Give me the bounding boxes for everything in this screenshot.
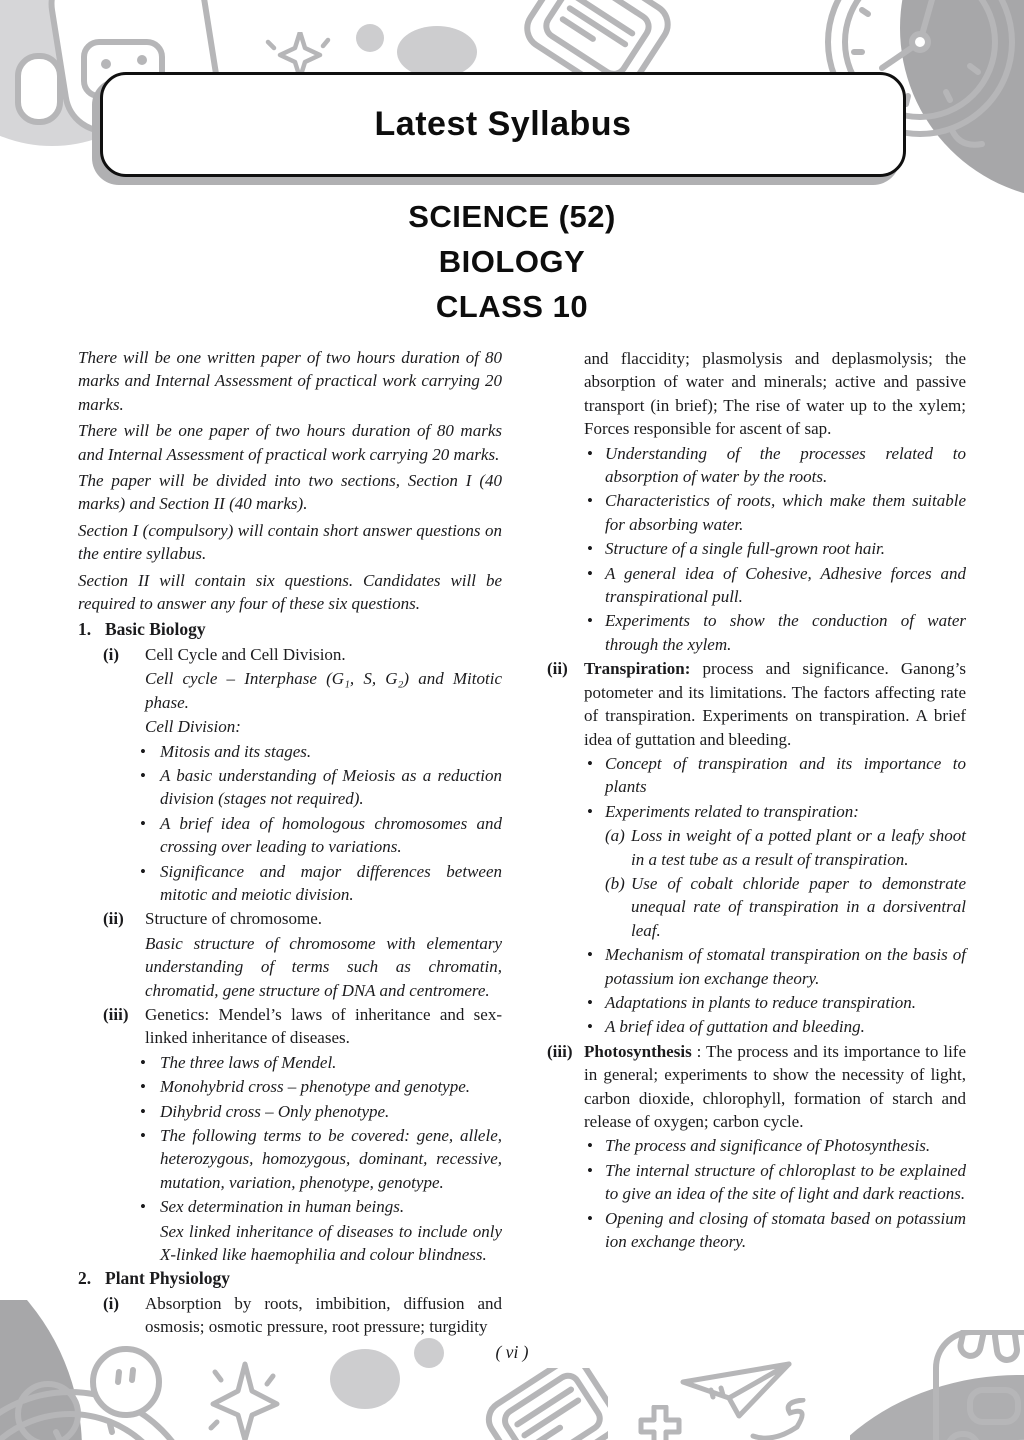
intro-paragraph: Section I (compulsory) will contain short answer questions on the entire syllabus.: [78, 520, 502, 564]
section-heading: [78, 1267, 502, 1290]
bullet-text: The three laws of Mendel.: [160, 1052, 337, 1072]
intro-paragraph: Section II will contain six questions. Candidates will be required to answer any four of these six questions.: [78, 570, 502, 614]
bullet-dot-icon: •: [587, 753, 593, 773]
item-text-run: : The process and its importance to life in general; experiments to show the necessity of light, carbon dioxide, chlorophyll, formation of starch and release of oxygen; carbon cycle.: [584, 1041, 966, 1131]
bullet-text: A brief idea of guttation and bleeding.: [605, 1017, 865, 1037]
bullet-dot-icon: •: [587, 992, 593, 1012]
bullet-item: [140, 1075, 502, 1098]
bullet-item: [587, 609, 966, 656]
page-number: ( vi ): [495, 1342, 529, 1362]
bullet-text: Concept of transpiration and its importance to plants: [605, 753, 966, 797]
bullet-text: Structure of a single full-grown root hair.: [605, 539, 886, 559]
bullet-dot-icon: •: [587, 945, 593, 965]
item-text: [584, 657, 966, 751]
bullet-text: Significance and major differences between mitotic and meiotic division.: [160, 861, 502, 904]
bullet-dot-icon: •: [140, 741, 146, 761]
bullet-item: [587, 991, 966, 1014]
syllabus-banner: [100, 72, 906, 177]
item-label: (iii): [103, 1004, 129, 1024]
item-text-run: Cell Cycle and Cell Division.: [145, 644, 346, 664]
bullet-dot-icon: •: [587, 539, 593, 559]
item-lead: Photosynthesis: [584, 1041, 692, 1061]
bullet-text: Monohybrid cross – phenotype and genotype.: [160, 1077, 471, 1097]
item-subtext: Cell Division:: [145, 717, 241, 737]
bullet-text: Adaptations in plants to reduce transpiration.: [605, 992, 917, 1012]
bullet-dot-icon: •: [140, 765, 146, 785]
item-text-run: Absorption by roots, imbibition, diffusion and osmosis; osmotic pressure, root pressure; turgidity: [145, 1293, 502, 1337]
bullet-item: [587, 752, 966, 799]
item-label: (ii): [103, 909, 124, 929]
letter-label: (b): [605, 873, 625, 893]
bullet-text: Mitosis and its stages.: [160, 741, 312, 761]
bullet-item: [140, 812, 502, 859]
continued-paragraph: and flaccidity; plasmolysis and deplasmolysis; the absorption of water and minerals; active and passive transport (in brief); The rise of water up to the xylem; Forces responsible for ascent of sap.: [584, 349, 966, 439]
bullet-dot-icon: •: [587, 1136, 593, 1156]
item-text: [145, 1292, 502, 1339]
bullet-item: [587, 943, 966, 990]
notepad-doodle: [340, 0, 700, 72]
intro-paragraph: The paper will be divided into two sections, Section I (40 marks) and Section II (40 marks).: [78, 471, 502, 514]
intro-paragraph: There will be one written paper of two hours duration of 80 marks and Internal Assessment of practical work carrying 20 marks.: [78, 348, 502, 414]
item-subtext: Basic structure of chromosome with elementary understanding of terms such as chromatin, chromatid, gene structure of DNA and centromere.: [145, 933, 502, 1000]
letter-label: (a): [605, 826, 625, 846]
item-label: (iii): [547, 1041, 573, 1061]
bullet-item: [140, 1051, 502, 1074]
bullet-text: A general idea of Cohesive, Adhesive forces and transpirational pull.: [605, 563, 966, 607]
bullet-dot-icon: •: [587, 1017, 593, 1037]
sparkle-doodle: [205, 1360, 285, 1440]
bullet-dot-icon: •: [140, 1052, 146, 1072]
bullet-text: Experiments related to transpiration:: [605, 801, 859, 821]
item-text: [584, 1040, 966, 1134]
bullet-dot-icon: •: [587, 611, 593, 631]
bullet-text: A basic understanding of Meiosis as a reduction division (stages not required).: [160, 765, 502, 809]
bullet-item: [140, 1124, 502, 1194]
bullet-item: [140, 740, 502, 763]
bullet-item: [587, 1207, 966, 1254]
item-text: [145, 1003, 502, 1050]
bullet-dot-icon: •: [140, 861, 146, 881]
section-number: 2.: [78, 1268, 92, 1289]
item-subtext: Cell cycle – Interphase (G₁, S, G₂) and Mitotic phase.: [145, 669, 502, 712]
bullet-dot-icon: •: [140, 1077, 146, 1097]
bullet-dot-icon: •: [140, 1126, 146, 1145]
bullet-dot-icon: •: [140, 1197, 146, 1217]
bullet-item: [587, 800, 966, 823]
lettered-item: [605, 824, 966, 871]
item-text: [145, 643, 502, 666]
bullet-text: Understanding of the processes related to absorption of water by the roots.: [605, 443, 966, 487]
subject-title: SCIENCE (52): [408, 199, 616, 234]
section-title: Plant Physiology: [105, 1268, 230, 1289]
right-column: [547, 346, 966, 1340]
section-title: Basic Biology: [105, 619, 206, 640]
syllabus-content: [78, 346, 966, 1340]
syllabus-item: [78, 1292, 502, 1339]
bullet-text: Mechanism of stomatal transpiration on the basis of potassium ion exchange theory.: [605, 945, 966, 988]
bullet-item: [140, 1195, 502, 1218]
bullet-text: Dihybrid cross – Only phenotype.: [160, 1101, 390, 1121]
bullet-item: [587, 1159, 966, 1206]
item-text-run: Structure of chromosome.: [145, 909, 323, 929]
syllabus-item: [78, 643, 502, 666]
bullet-item: [587, 537, 966, 560]
letter-doodle: [468, 1368, 608, 1440]
squiggle-doodle: [745, 1398, 815, 1440]
bullet-dot-icon: •: [140, 813, 146, 833]
bullet-dot-icon: •: [587, 1208, 593, 1228]
item-label: (i): [103, 644, 120, 664]
stream-title: BIOLOGY: [438, 244, 586, 279]
bullet-item: [587, 442, 966, 489]
item-label: (i): [103, 1293, 120, 1313]
bullet-item: [587, 489, 966, 536]
bullet-dot-icon: •: [587, 801, 593, 821]
bullet-text: A brief idea of homologous chromosomes and crossing over leading to variations.: [160, 813, 502, 857]
bullet-item: [587, 1015, 966, 1038]
bullet-dot-icon: •: [587, 563, 593, 583]
syllabus-item: [78, 1003, 502, 1050]
bullet-text: The following terms to be covered: gene, allele, heterozygous, homozygous, dominant, recessive, mutation, variation, phenotype, genotype.: [160, 1126, 502, 1192]
bullet-text: The internal structure of chloroplast to be explained to give an idea of the site of light and dark reactions.: [605, 1160, 966, 1204]
bullet-dot-icon: •: [140, 1101, 146, 1121]
syllabus-item: [78, 907, 502, 930]
letter-text: Use of cobalt chloride paper to demonstrate unequal rate of transpiration in a dorsiventral leaf.: [631, 873, 966, 940]
bullet-dot-icon: •: [587, 1160, 593, 1180]
bullet-dot-icon: •: [587, 491, 593, 511]
syllabus-item: [547, 1040, 966, 1134]
bullet-text: Sex determination in human beings.: [160, 1197, 405, 1217]
item-text-run: process and significance. Ganong’s potometer and its limitations. The factors affecting rate of transpiration. Experiments on transpiration. A brief idea of guttation and bleeding.: [584, 659, 966, 749]
page-title: [0, 194, 1024, 329]
class-title: CLASS 10: [435, 289, 589, 324]
bullet-text: Characteristics of roots, which make them suitable for absorbing water.: [605, 491, 966, 534]
item-lead: Transpiration:: [584, 659, 691, 679]
banner-title: Latest Syllabus: [374, 105, 632, 143]
left-column: [78, 346, 502, 1340]
lettered-item: [605, 872, 966, 942]
intro-paragraph: There will be one paper of two hours duration of 80 marks and Internal Assessment of practical work carrying 20 marks.: [78, 421, 502, 464]
bullet-text: Opening and closing of stomata based on potassium ion exchange theory.: [605, 1208, 966, 1252]
bullet-text: Experiments to show the conduction of water through the xylem.: [605, 611, 966, 654]
item-text: [145, 907, 502, 930]
item-note: Sex linked inheritance of diseases to include only X-linked like haemophilia and colour blindness.: [160, 1221, 502, 1265]
syllabus-item: [547, 657, 966, 751]
bullet-dot-icon: •: [587, 443, 593, 463]
bullet-item: [587, 1134, 966, 1157]
section-number: 1.: [78, 619, 92, 640]
section-heading: [78, 618, 502, 641]
bullet-item: [140, 860, 502, 907]
bullet-item: [587, 562, 966, 609]
bullet-text: The process and significance of Photosynthesis.: [605, 1136, 931, 1156]
item-label: (ii): [547, 659, 568, 679]
bullet-item: [140, 1100, 502, 1123]
item-text-run: Genetics: Mendel’s laws of inheritance and sex-linked inheritance of diseases.: [145, 1004, 502, 1048]
letter-text: Loss in weight of a potted plant or a leafy shoot in a test tube as a result of transpiration.: [631, 826, 966, 869]
bullet-item: [140, 764, 502, 811]
